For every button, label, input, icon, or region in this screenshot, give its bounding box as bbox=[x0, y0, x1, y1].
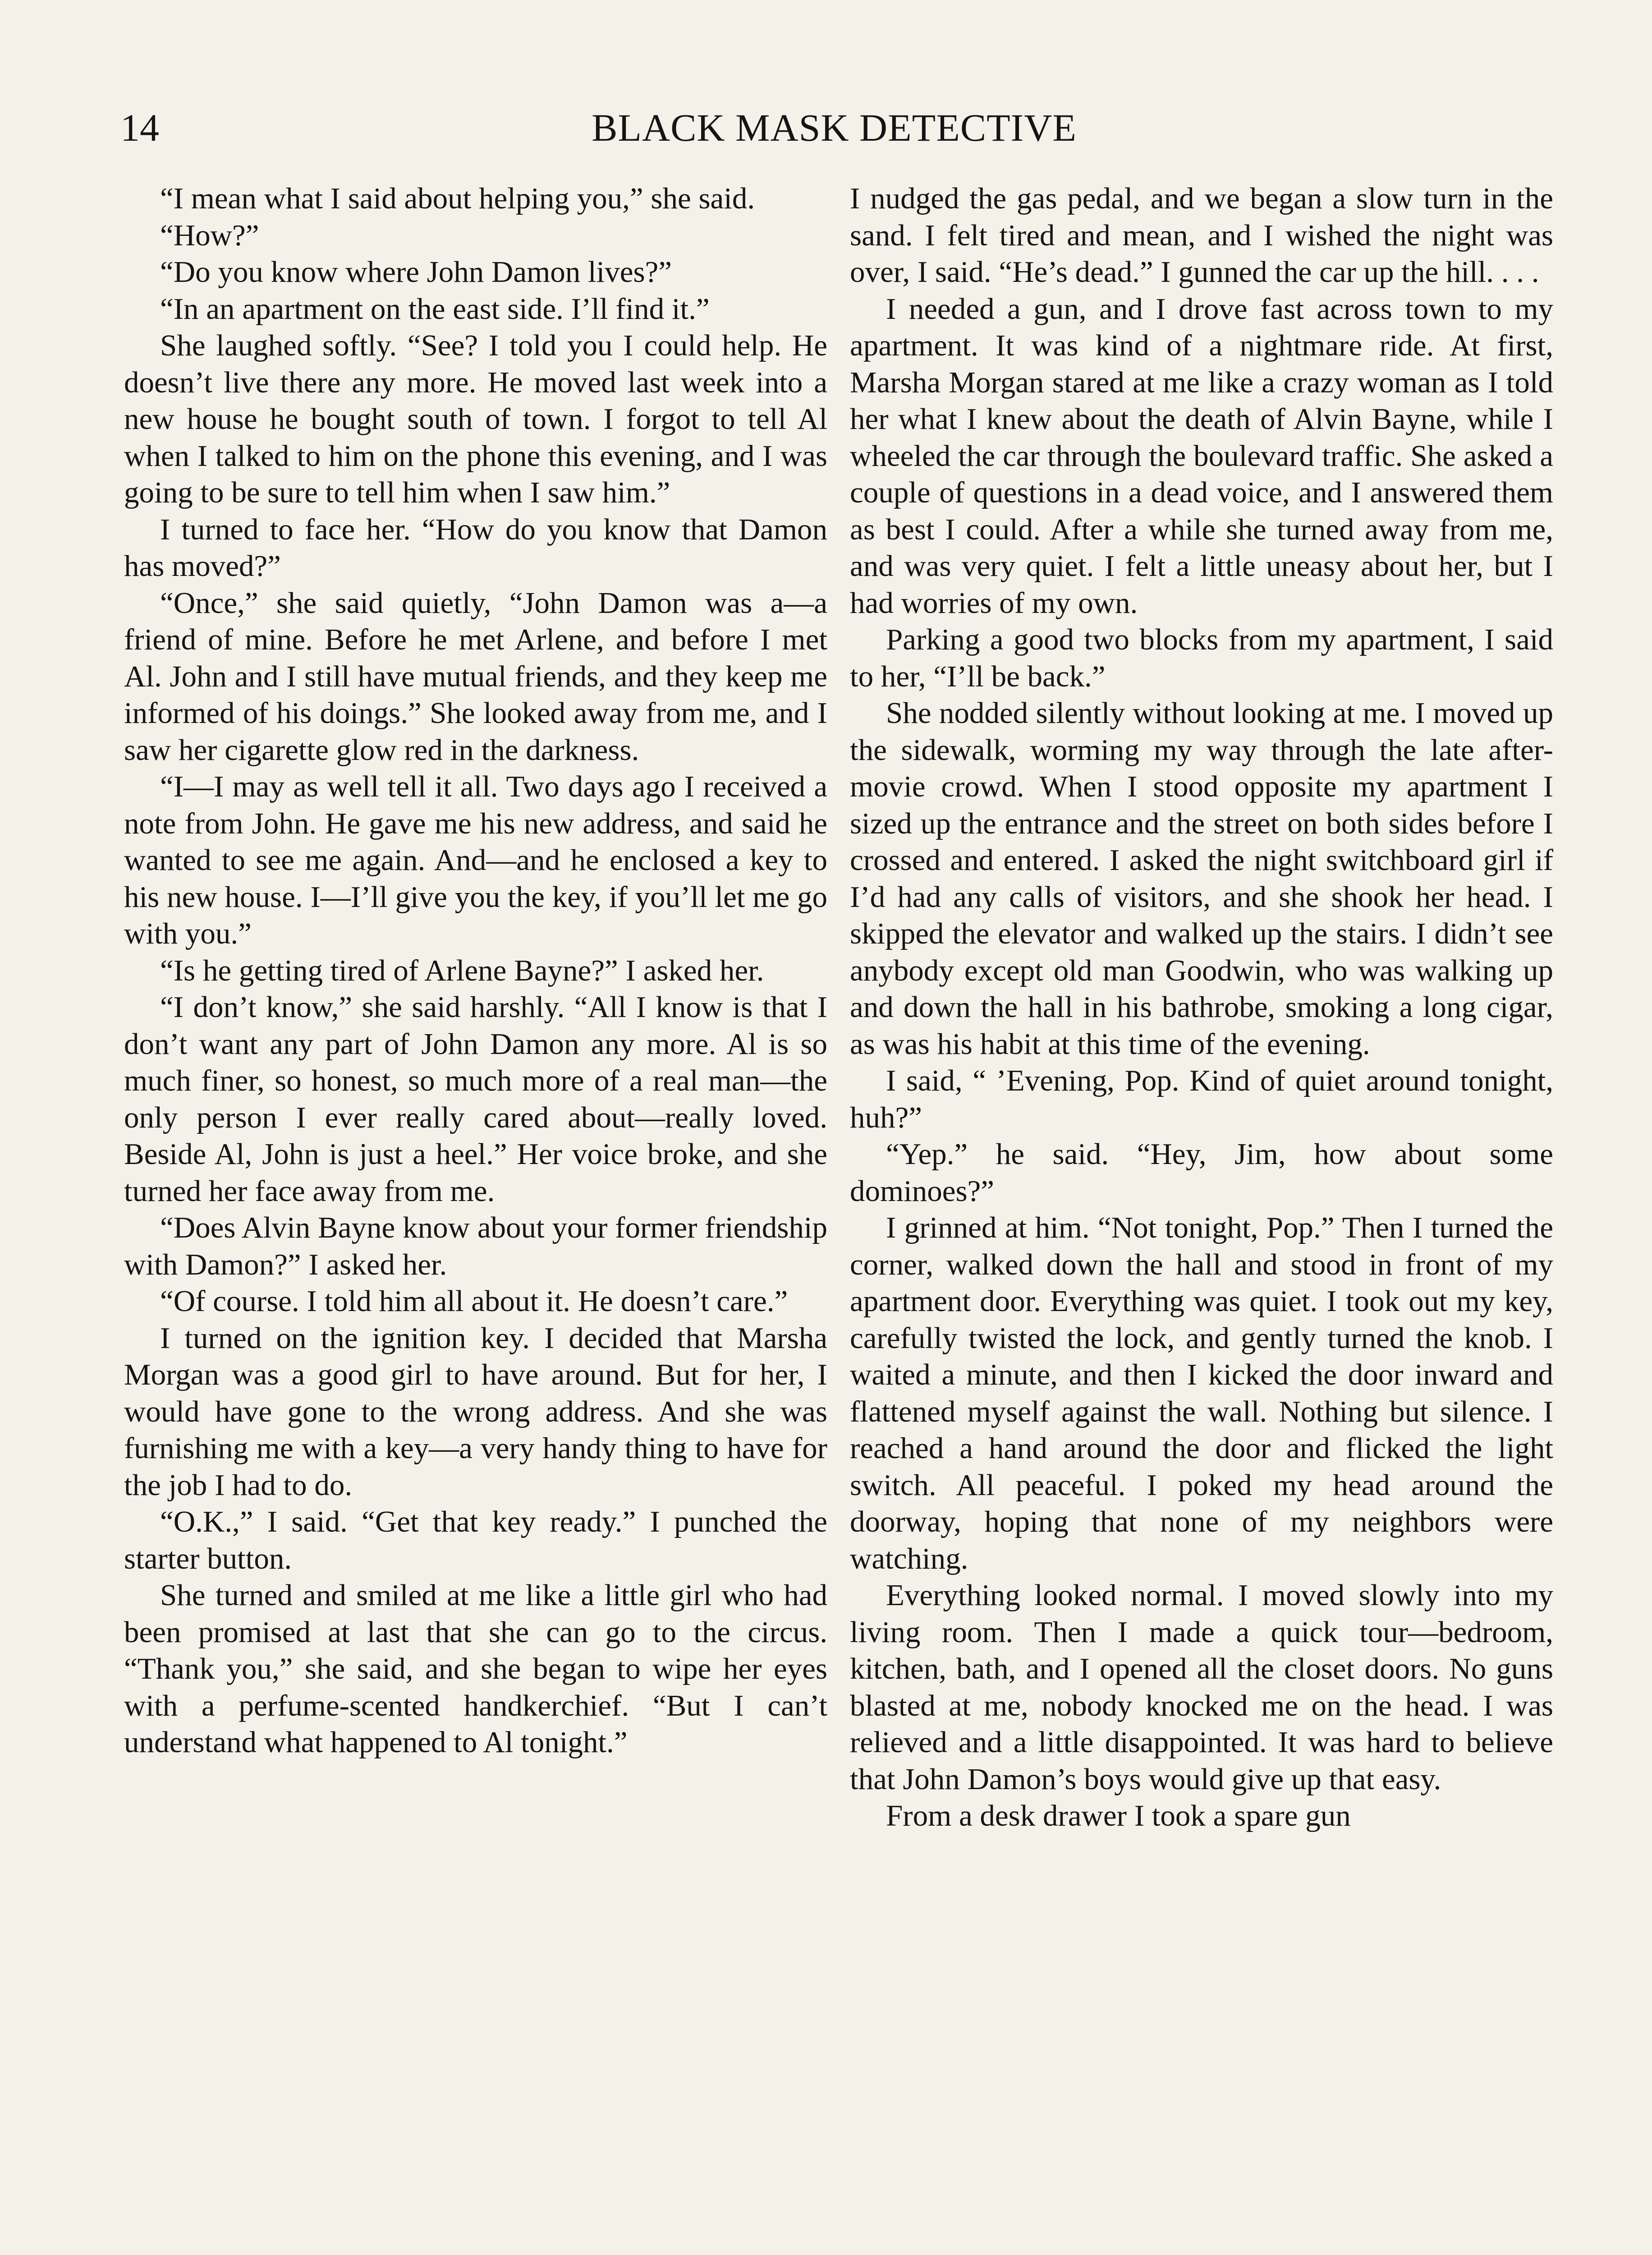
paragraph: “Of course. I told him all about it. He doesn’t care.” bbox=[160, 1284, 788, 1318]
paragraph: She laughed softly. “See? I told you I could help. He doesn’t live there any more. He moved last week into a new house he bought south of town. I forgot to tell Al when I talked to him on the phone this evening, and I was going to be sure to tell him when I saw him.” bbox=[124, 329, 827, 509]
paragraph: “Is he getting tired of Arlene Bayne?” I asked her. bbox=[160, 953, 764, 987]
paragraph: I turned to face her. “How do you know that Damon has moved?” bbox=[124, 512, 827, 583]
paragraph: I needed a gun, and I drove fast across town to my apartment. It was kind of a nightmare ride. At first, Marsha Morgan stared at me like a crazy woman as I told her what I knew about the death of Alvin Bayne, while I wheeled the car through the boulevard traffic. She asked a couple of questions in a dead voice, and I answered them as best I could. After a while she turned away from me, and was very quiet. I felt a little uneasy about her, but I had worries of my own. bbox=[850, 292, 1553, 620]
right-column bbox=[850, 180, 1553, 1835]
paragraph: “Yep.” he said. “Hey, Jim, how about some dominoes?” bbox=[850, 1137, 1553, 1208]
paragraph: “Once,” she said quietly, “John Damon was a—a friend of mine. Before he met Arlene, and before I met Al. John and I still have mutual friends, and they keep me informed of his doings.” She looked away from me, and I saw her cigarette glow red in the darkness. bbox=[124, 586, 827, 767]
lead-paragraph: I nudged the gas pedal, and we began a slow turn in the sand. I felt tired and mean, and I wished the night was over, I said. “He’s dead.” I gunned the car up the hill. . . . bbox=[850, 182, 1553, 289]
paragraph: I turned on the ignition key. I decided that Marsha Morgan was a good girl to have around. But for her, I would have gone to the wrong address. And she was furnishing me with a key—a very handy thing to have for the job I had to do. bbox=[124, 1321, 827, 1502]
page-number: 14 bbox=[120, 106, 159, 149]
paragraph: “In an apartment on the east side. I’ll find it.” bbox=[160, 292, 710, 326]
running-head: BLACK MASK DETECTIVE bbox=[592, 106, 1077, 149]
paragraph: “I mean what I said about helping you,” she said. bbox=[160, 182, 755, 215]
paragraph: She turned and smiled at me like a little girl who had been promised at last that she can go to the circus. “Thank you,” she said, and she began to wipe her eyes with a perfume-scented handkerchief. “But I can’t understand what happened to Al tonight.” bbox=[124, 1578, 827, 1759]
paragraph: “O.K.,” I said. “Get that key ready.” I punched the starter button. bbox=[124, 1505, 827, 1575]
paragraph: I grinned at him. “Not tonight, Pop.” Then I turned the corner, walked down the hall and stood in front of my apartment door. Everything was quiet. I took out my key, carefully twisted the lock, and gently turned the knob. I waited a minute, and then I kicked the door inward and flattened myself against the wall. Nothing but silence. I reached a hand around the door and flicked the light switch. All peaceful. I poked my head around the doorway, hoping that none of my neighbors were watching. bbox=[850, 1211, 1553, 1575]
paragraph: “Do you know where John Damon lives?” bbox=[160, 255, 672, 289]
paragraph: Parking a good two blocks from my apartment, I said to her, “I’ll be back.” bbox=[850, 623, 1553, 693]
paragraph: She nodded silently without looking at me. I moved up the sidewalk, worming my way through the late after-movie crowd. When I stood opposite my apartment I sized up the entrance and the street on both sides before I crossed and entered. I asked the night switchboard girl if I’d had any calls of visitors, and she shook her head. I skipped the elevator and walked up the stairs. I didn’t see anybody except old man Goodwin, who was walking up and down the hall in his bathrobe, smoking a long cigar, as was his habit at this time of the evening. bbox=[850, 696, 1553, 1061]
paragraph: “I—I may as well tell it all. Two days ago I received a note from John. He gave me his new address, and said he wanted to see me again. And—and he enclosed a key to his new house. I—I’ll give you the key, if you’ll let me go with you.” bbox=[124, 770, 827, 950]
paragraph: “Does Alvin Bayne know about your former friendship with Damon?” I asked her. bbox=[124, 1211, 827, 1281]
paragraph: Everything looked normal. I moved slowly into my living room. Then I made a quick tour—bedroom, kitchen, bath, and I opened all the closet doors. No guns blasted at me, nobody knocked me on the head. I was relieved and a little disappointed. It was hard to believe that John Damon’s boys would give up that easy. bbox=[850, 1578, 1553, 1796]
paragraph: “I don’t know,” she said harshly. “All I know is that I don’t want any part of John Damon any more. Al is so much finer, so honest, so much more of a real man—the only person I ever really cared about—really loved. Beside Al, John is just a heel.” Her voice broke, and she turned her face away from me. bbox=[124, 990, 827, 1208]
paragraph: From a desk drawer I took a spare gun bbox=[886, 1799, 1351, 1832]
paragraph: “How?” bbox=[160, 218, 259, 252]
left-column bbox=[124, 180, 827, 1761]
paragraph: I said, “ ’Evening, Pop. Kind of quiet around tonight, huh?” bbox=[850, 1064, 1553, 1134]
